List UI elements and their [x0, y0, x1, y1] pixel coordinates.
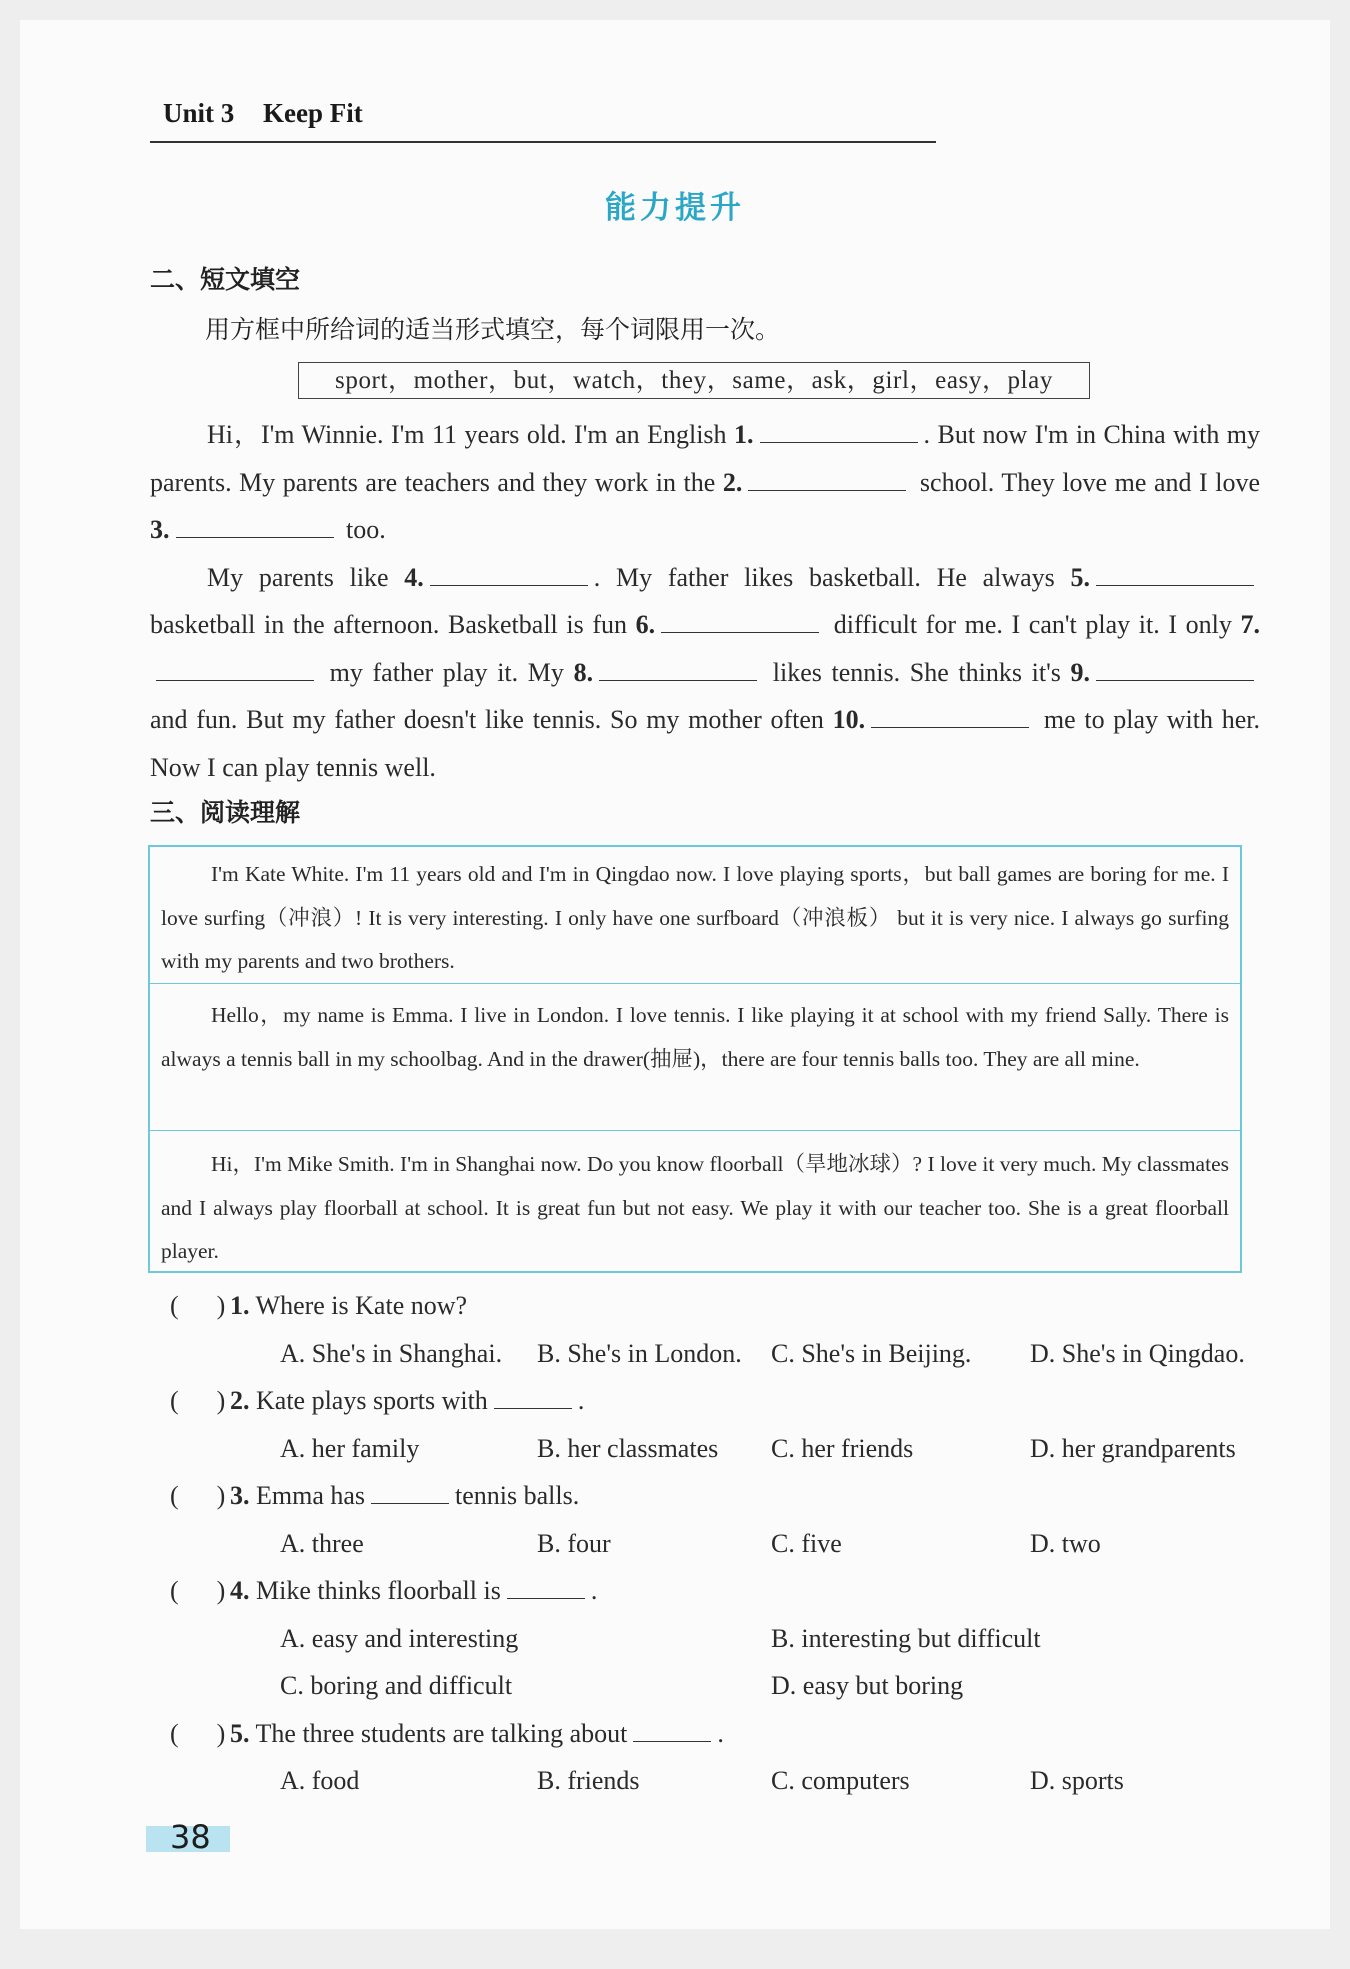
- workbook-page: [20, 20, 1330, 1929]
- option-row: [150, 1425, 1270, 1473]
- blank-number-2: 2.: [722, 467, 743, 497]
- option-row: [150, 1520, 1270, 1568]
- question-text: 5. The three students are talking about .: [230, 1718, 724, 1748]
- reading-passage-mike: Hi，I'm Mike Smith. I'm in Shanghai now. Do you know floorball（旱地冰球）? I love it very much. My classmates and I always play floorball at school. It is great fun but not easy. We play it with our teacher too. She is a great floorball player.: [161, 1152, 1229, 1263]
- option-b[interactable]: B. her classmates: [537, 1433, 719, 1463]
- option-d[interactable]: D. two: [1030, 1528, 1101, 1558]
- blank-8[interactable]: [599, 656, 757, 681]
- answer-bracket[interactable]: ( ): [170, 1481, 226, 1510]
- option-b[interactable]: B. four: [537, 1528, 611, 1558]
- blank-10[interactable]: [871, 703, 1029, 728]
- question-text: 2. Kate plays sports with .: [230, 1386, 585, 1415]
- option-d[interactable]: D. sports: [1030, 1766, 1124, 1795]
- cloze-text: me to play with her. Now I can play tennis well.: [150, 705, 1260, 782]
- cloze-text: too.: [346, 515, 386, 544]
- cloze-paragraph-2: [150, 554, 1260, 792]
- option-c[interactable]: C. She's in Beijing.: [771, 1338, 972, 1368]
- blank-number-7: 7.: [1240, 610, 1260, 639]
- part2-heading: 二、短文填空: [150, 265, 301, 294]
- reading-passage-kate: I'm Kate White. I'm 11 years old and I'm in Qingdao now. I love playing sports，but ball games are boring for me. I love surfing（冲浪）! It is very interesting. I only have one surfboard（冲浪板） but it is very nice. I always go surfing with my parents and two brothers.: [150, 847, 1240, 984]
- blank-number-5: 5.: [1070, 562, 1090, 592]
- cloze-text: basketball in the afternoon. Basketball is fun: [150, 610, 628, 639]
- unit-number: Unit 3: [163, 98, 235, 128]
- question-row: [150, 1282, 1270, 1330]
- option-c[interactable]: C. five: [771, 1528, 842, 1558]
- option-row: [150, 1662, 1270, 1710]
- option-c[interactable]: C. her friends: [771, 1433, 914, 1463]
- question-row: [150, 1377, 1270, 1425]
- option-c[interactable]: C. boring and difficult: [280, 1671, 513, 1700]
- answer-blank[interactable]: [633, 1719, 711, 1742]
- unit-title: Keep Fit: [263, 98, 363, 128]
- blank-5[interactable]: [1096, 561, 1254, 586]
- cloze-text: my father play it. My: [329, 657, 564, 687]
- blank-number-8: 8.: [573, 657, 594, 687]
- part2-instruction: 用方框中所给词的适当形式填空，每个词限用一次。: [205, 315, 781, 344]
- option-a[interactable]: A. her family: [280, 1433, 420, 1463]
- blank-number-4: 4.: [404, 562, 424, 592]
- blank-number-10: 10.: [832, 705, 866, 734]
- option-b[interactable]: B. She's in London.: [537, 1338, 742, 1368]
- cloze-text: and fun. But my father doesn't like tennis. So my mother often: [150, 705, 824, 734]
- word-bank-box: sport，mother，but，watch，they，same，ask，girl，easy，play: [298, 362, 1090, 399]
- blank-number-6: 6.: [635, 610, 656, 639]
- blank-number-1: 1.: [734, 420, 754, 449]
- unit-header: [163, 98, 363, 129]
- question-row: [150, 1567, 1270, 1615]
- blank-7[interactable]: [156, 656, 314, 681]
- option-a[interactable]: A. easy and interesting: [280, 1623, 519, 1653]
- blank-9[interactable]: [1096, 656, 1254, 681]
- answer-bracket[interactable]: ( ): [170, 1386, 226, 1415]
- question-text: 3. Emma has tennis balls.: [230, 1481, 580, 1510]
- option-row: [150, 1615, 1270, 1663]
- section-title: 能力提升: [605, 190, 745, 226]
- reading-passages-box: [148, 845, 1242, 1273]
- cloze-text: My parents like: [207, 562, 389, 592]
- cloze-text: likes tennis. She thinks it's: [772, 657, 1061, 687]
- cloze-text: . My father likes basketball. He always: [593, 562, 1055, 592]
- blank-4[interactable]: [430, 561, 588, 586]
- option-row: [150, 1757, 1270, 1805]
- question-row: [150, 1710, 1270, 1758]
- cloze-text: difficult for me. I can't play it. I only: [833, 610, 1232, 639]
- blank-1[interactable]: [760, 418, 918, 443]
- cloze-text: Hi，I'm Winnie. I'm 11 years old. I'm an English: [207, 420, 727, 449]
- cloze-paragraph-1: [150, 411, 1260, 554]
- cloze-text: school. They love me and I love: [919, 467, 1260, 497]
- part3-heading: 三、阅读理解: [150, 798, 301, 827]
- page-number: 38: [170, 1818, 211, 1856]
- answer-bracket[interactable]: ( ): [170, 1291, 226, 1320]
- option-row: [150, 1330, 1270, 1378]
- option-a[interactable]: A. three: [280, 1528, 364, 1558]
- blank-2[interactable]: [748, 466, 906, 491]
- answer-bracket[interactable]: ( ): [170, 1718, 226, 1748]
- blank-number-3: 3.: [150, 515, 170, 544]
- blank-number-9: 9.: [1070, 657, 1091, 687]
- question-row: [150, 1472, 1270, 1520]
- question-text: 1. Where is Kate now?: [230, 1291, 468, 1320]
- answer-blank[interactable]: [371, 1481, 449, 1504]
- answer-bracket[interactable]: ( ): [170, 1576, 226, 1605]
- option-b[interactable]: B. friends: [537, 1766, 640, 1795]
- option-c[interactable]: C. computers: [771, 1766, 910, 1795]
- option-d[interactable]: D. She's in Qingdao.: [1030, 1338, 1245, 1368]
- blank-6[interactable]: [661, 608, 819, 633]
- page-number-badge: [146, 1818, 230, 1856]
- option-a[interactable]: A. food: [280, 1766, 360, 1795]
- question-list: [150, 1282, 1270, 1805]
- answer-blank[interactable]: [494, 1386, 572, 1409]
- blank-3[interactable]: [176, 513, 334, 538]
- option-d[interactable]: D. easy but boring: [771, 1671, 964, 1700]
- option-a[interactable]: A. She's in Shanghai.: [280, 1338, 503, 1368]
- answer-blank[interactable]: [507, 1576, 585, 1599]
- option-d[interactable]: D. her grandparents: [1030, 1433, 1236, 1463]
- header-divider: [150, 141, 936, 143]
- question-text: 4. Mike thinks floorball is .: [230, 1576, 598, 1605]
- cloze-text: . But now I'm in China with my parents. My parents are teachers and they work in the: [150, 420, 1261, 497]
- reading-passage-emma: Hello，my name is Emma. I live in London. I love tennis. I like playing it at school with my friend Sally. There is always a tennis ball in my schoolbag. And in the drawer(抽屉)，there are four tennis balls too. They are all mine.: [150, 984, 1240, 1131]
- cloze-passage: [150, 411, 1260, 791]
- option-b[interactable]: B. interesting but difficult: [771, 1623, 1041, 1653]
